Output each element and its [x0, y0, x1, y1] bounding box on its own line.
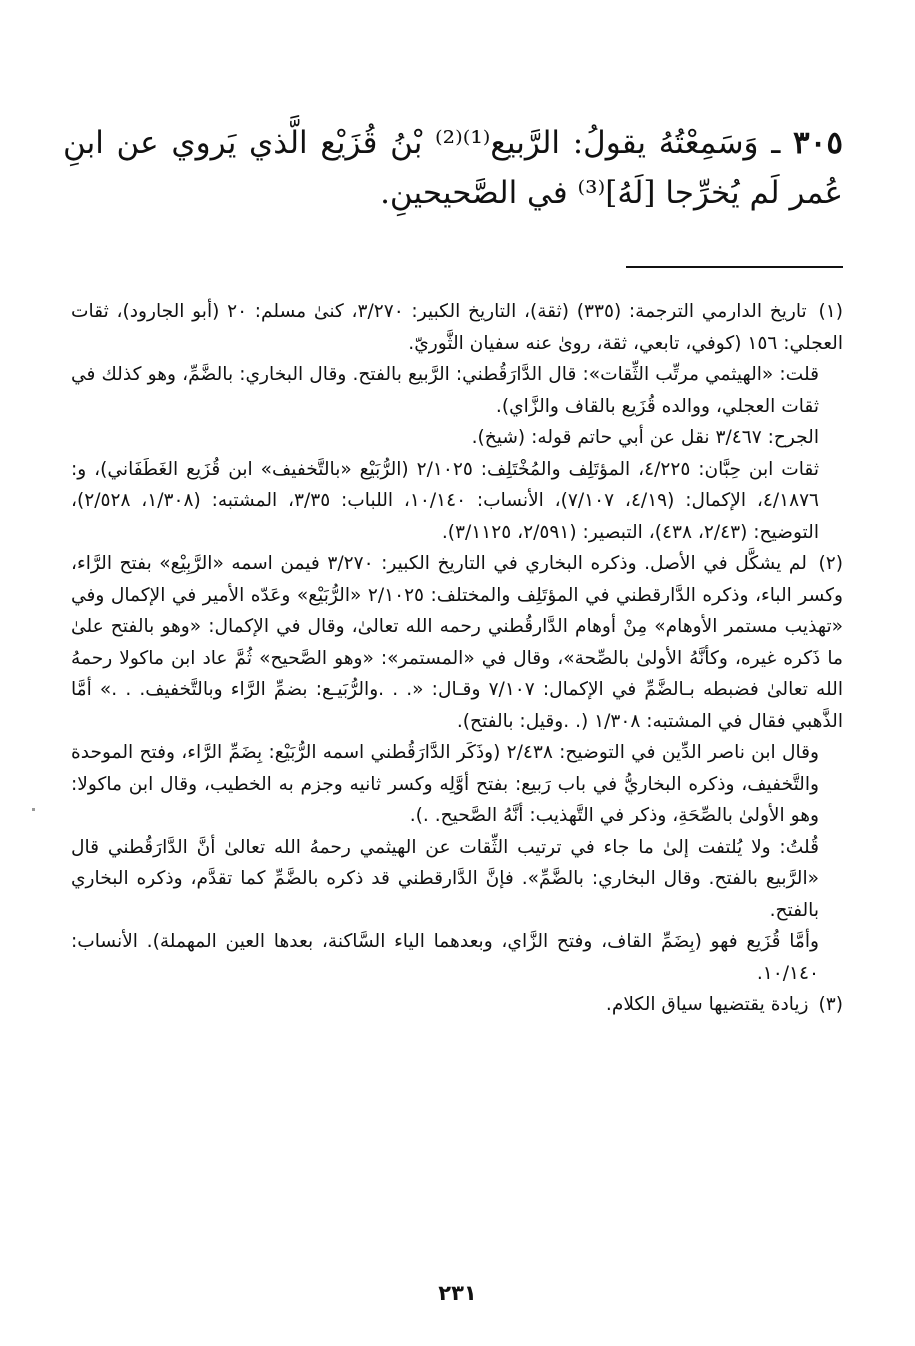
page-number: ٢٣١ — [438, 1281, 477, 1305]
margin-speck — [32, 808, 35, 811]
footnote-marker: (٣) — [818, 994, 843, 1015]
entry-text: ـ وَسَمِعْتُهُ يقولُ: الرَّبيع⁽¹⁾⁽²⁾ بْنُ قُزَيْع الَّذي يَروي عن ابنِ عُمر لَم يُخرِّجا [لَهُ]⁽³⁾ في الصَّحيحينِ. — [63, 125, 843, 211]
main-text — [63, 118, 843, 218]
footnote-marker: (١) — [818, 301, 843, 322]
footnote-line: وأمَّا قُزَيع فهو (بِضَمِّ القاف، وفتح الزَّاي، وبعدهما الياء السَّاكنة، بعدها العين المهملة). الأنساب: ١٠/١٤٠. — [71, 931, 819, 984]
footnotes — [71, 296, 843, 1021]
footnote-separator — [626, 266, 843, 268]
footnote-line: قُلتُ: ولا يُلتفت إلىٰ ما جاء في ترتيب الثِّقات عن الهيثمي رحمهُ الله تعالىٰ أنَّ الدَّارَقُطني قال «الرَّبيع بالفتح. وقال البخاري: بالضَّمِّ». فإنَّ الدَّارقطني قد ذكره بالضَّمِّ كما تقدَّم، وذكره البخاري بالفتح. — [71, 836, 819, 921]
entry-number: ٣٠٥ — [793, 125, 843, 161]
footnote-line: قلت: «الهيثمي مرتِّب الثِّقات»: قال الدَّارَقُطني: الرَّبيع بالفتح. وقال البخاري: بالضَّمِّ، وهو كذلك في ثقات العجلي، ووالده قُزَيع بالقاف والزَّاي). — [71, 364, 819, 417]
footnote-2 — [71, 548, 843, 989]
footnote-line: (٣) زيادة يقتضيها سياق الكلام. — [605, 994, 843, 1015]
footnote-line: ثقات ابن حِبَّان: ٤/٢٢٥، المؤتَلِف والمُخْتَلِف: ٢/١٠٢٥ (الرُّبَيْع «بالتَّخفيف» ابن قُزَيع الغَطَفَاني)، و: ٤/١٨٧٦، الإكمال: (٤/١٩، ٧/١٠٧)، الأنساب: ١٠/١٤٠، اللباب: ٣/٣٥، المشتبه: (١/٣٠٨، ٢/٥٢٨)، التوضيح: (٢/٤٣، ٤٣٨)، التبصير: (٢/٥٩١، ٣/١١٢٥). — [71, 458, 820, 543]
footnote-line: (٢) لم يشكَّل في الأصل. وذكره البخاري في التاريخ الكبير: ٣/٢٧٠ فيمن اسمه «الرَّبِيْع» بفتح الرَّاء، وكسر الباء، وذكره الدَّارقطني في المؤتَلِف والمختلف: ٢/١٠٢٥ «الرُّبَيْع» وعَدّه الأمير في الإكمال وفي «تهذيب مستمر الأوهام» مِنْ أوهام الدَّارقُطني رحمه الله تعالىٰ، وقال في الإكمال: «وهو بالفتح علىٰ ما ذَكره غيره، وكأنَّهُ الأولىٰ بالصِّحة»، وقال في «المستمر»: «وهو الصَّحيح» ثُمَّ عاد ابن ماكولا رحمهُ الله تعالىٰ فضبطه بـالضَّمِّ في الإكمال: ٧/١٠٧ وقـال: «. . .والرُّبَيـع: بضمِّ الرَّاء وبالتَّخفيف. . .» أمَّا الذَّهبي فقال في المشتبه: ١/٣٠٨ (. .وقيل: بالفتح). — [71, 553, 843, 732]
footnote-line: الجرح: ٣/٤٦٧ نقل عن أبي حاتم قوله: (شيخ). — [471, 427, 819, 448]
footnote-line: وقال ابن ناصر الدِّين في التوضيح: ٢/٤٣٨ (وذَكَر الدَّارَقُطني اسمه الرُّبَيْع: بِضَمِّ الرَّاء، وفتح الموحدة والتَّخفيف، وذكره البخاريُّ في باب رَبيع: بفتح أوَّلِه وكسر ثانيه وجزم به الخطيب، وقال ابن ماكولا: وهو الأولىٰ بالصِّحَةِ، وذكر في التَّهذيب: أنَّهُ الصَّحيح. .). — [71, 742, 819, 826]
footnote-line: (١) تاريخ الدارمي الترجمة: (٣٣٥) (ثقة)، التاريخ الكبير: ٣/٢٧٠، كنىٰ مسلم: ٢٠ (أبو الجارود)، ثقات العجلي: ١٥٦ (كوفي، تابعي، ثقة، روىٰ عنه سفيان الثَّوريّ. — [71, 301, 843, 354]
footnote-1 — [71, 296, 843, 548]
footnote-3 — [71, 989, 843, 1021]
footnote-marker: (٢) — [818, 553, 843, 574]
